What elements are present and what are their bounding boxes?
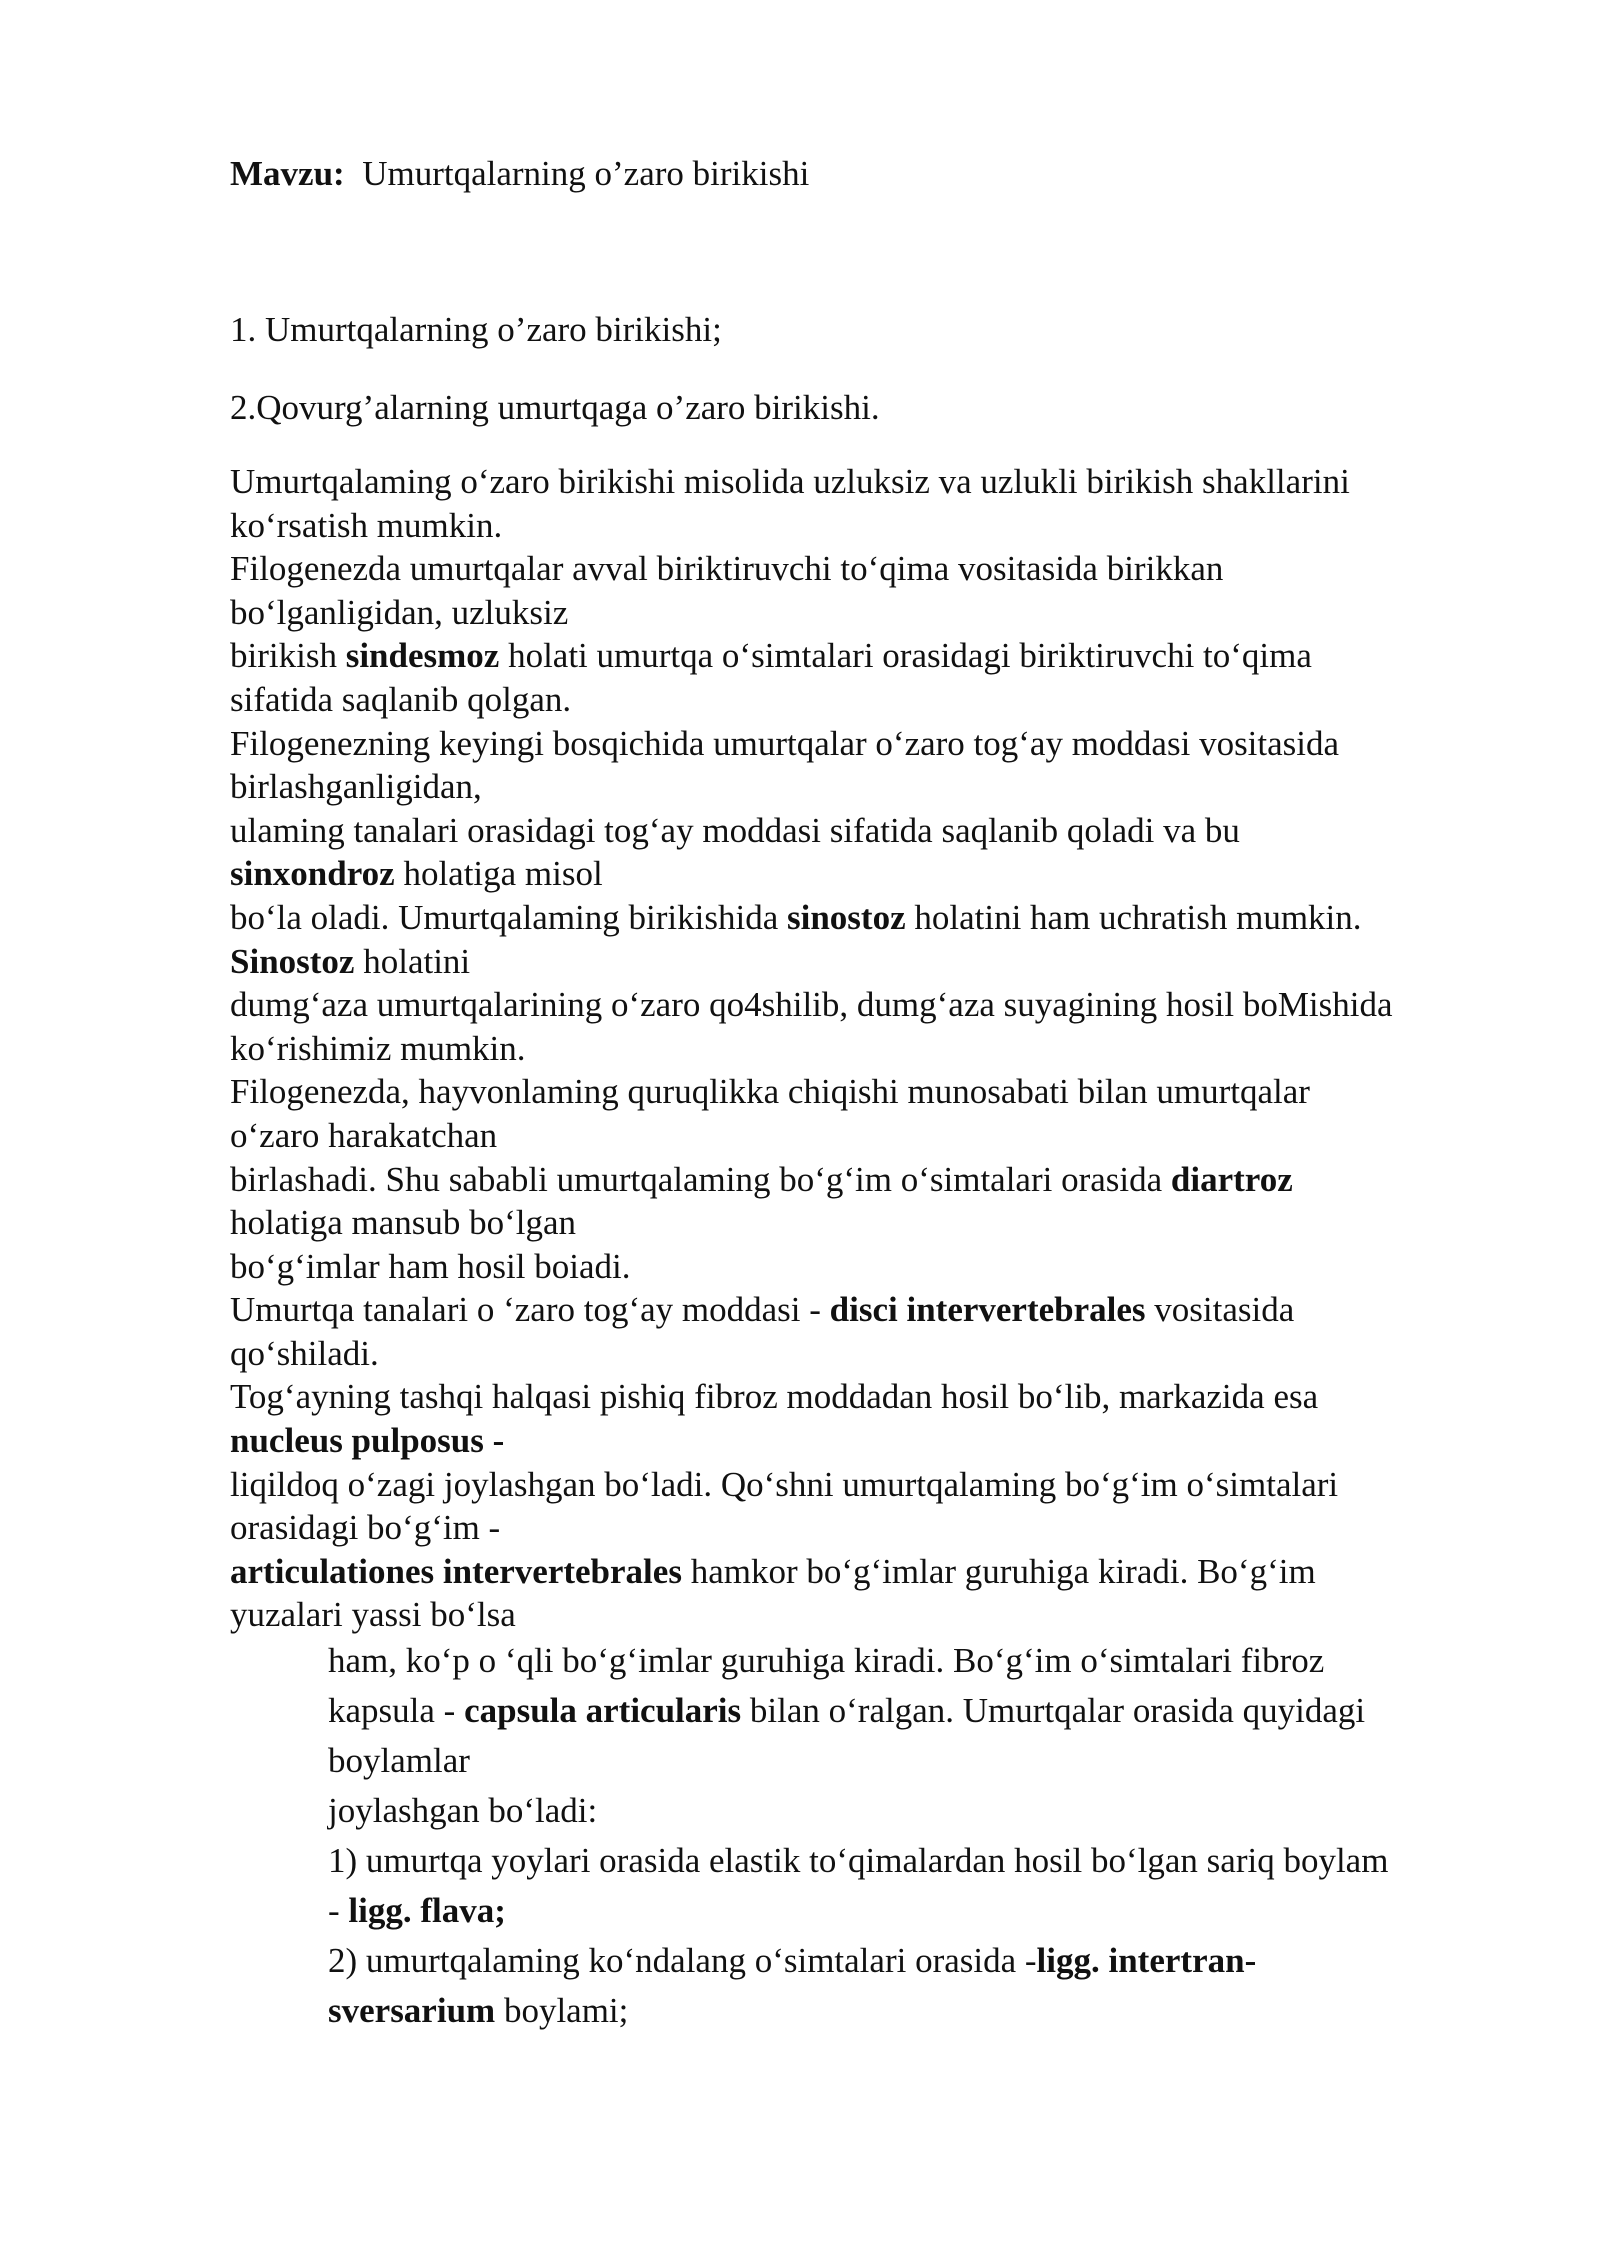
term-ligg-intertransversarium: sversarium xyxy=(328,1991,496,2030)
text-line: yuzalari yassi bo‘lsa xyxy=(230,1595,516,1635)
text-line xyxy=(328,1686,1568,1736)
text-line: holatiga mansub bo‘lgan xyxy=(230,1203,577,1243)
text-line: o‘zaro harakatchan xyxy=(230,1115,498,1155)
text-run: birlashadi. Shu sababli umurtqalaming bo‘g‘im o‘simtalari orasida xyxy=(230,1159,1171,1199)
term-sinostoz: Sinostoz xyxy=(230,941,355,981)
text-line: Tog‘ayning tashqi halqasi pishiq fibroz moddadan hosil bo‘lib, markazida esa xyxy=(230,1377,1319,1417)
text-run: kapsula - xyxy=(328,1691,465,1730)
text-line: dumg‘aza umurtqalarining o‘zaro qo4shilib, dumg‘aza suyagining hosil boMishida xyxy=(230,985,1393,1025)
text-line xyxy=(230,1419,1550,1463)
term-diartroz: diartroz xyxy=(1170,1159,1293,1199)
text-line: boylamlar xyxy=(328,1741,470,1780)
text-line: sifatida saqlanib qolgan. xyxy=(230,679,572,719)
text-line xyxy=(328,1886,1568,1936)
title-label: Mavzu: xyxy=(230,154,345,193)
text-line xyxy=(230,1158,1550,1202)
text-line xyxy=(328,1986,1568,2036)
text-run: holati umurtqa o‘simtalari orasidagi biriktiruvchi to‘qima xyxy=(499,636,1312,676)
text-line xyxy=(230,1550,1550,1594)
text-line: 1) umurtqa yoylari orasida elastik to‘qimalardan hosil bo‘lgan sariq boylam xyxy=(328,1841,1389,1880)
text-line: ulaming tanalari orasidagi tog‘ay moddasi sifatida saqlanib qoladi va bu xyxy=(230,810,1240,850)
term-ligg-intertransversarium: ligg. intertran- xyxy=(1036,1941,1257,1980)
list-item: 1. Umurtqalarning o’zaro birikishi; xyxy=(230,310,722,349)
term-articulationes-intervertebrales: articulationes intervertebrales xyxy=(230,1551,682,1591)
term-nucleus-pulposus: nucleus pulposus - xyxy=(230,1421,505,1461)
text-line xyxy=(230,896,1550,940)
title-text: Umurtqalarning o’zaro birikishi xyxy=(362,154,810,193)
text-line: ko‘rsatish mumkin. xyxy=(230,505,503,545)
text-run: bilan o‘ralgan. Umurtqalar orasida quyidagi xyxy=(741,1691,1366,1730)
text-run: Umurtqa tanalari o ‘zaro tog‘ay moddasi - xyxy=(230,1290,830,1330)
text-line xyxy=(230,1288,1550,1332)
page-title xyxy=(230,152,809,196)
text-run: holatini xyxy=(354,941,471,981)
text-run: holatiga misol xyxy=(394,854,603,894)
text-run: birikish xyxy=(230,636,346,676)
list-item: 2.Qovurg’alarning umurtqaga o’zaro birikishi. xyxy=(230,388,880,427)
text-run: hamkor bo‘g‘imlar guruhiga kiradi. Bo‘g‘im xyxy=(681,1551,1316,1591)
body-text xyxy=(230,460,1550,1637)
text-line: qo‘shiladi. xyxy=(230,1333,379,1373)
term-sindesmoz: sindesmoz xyxy=(345,636,500,676)
text-line xyxy=(230,634,1550,678)
text-line xyxy=(230,940,1550,984)
text-line: Filogenezda umurtqalar avval biriktiruvchi to‘qima vositasida birikkan xyxy=(230,549,1224,589)
text-run: 2) umurtqalaming ko‘ndalang o‘simtalari orasida - xyxy=(328,1941,1037,1980)
text-run: holatini ham uchratish mumkin. xyxy=(905,897,1362,937)
text-line: bo‘lganligidan, uzluksiz xyxy=(230,592,569,632)
text-run: bo‘la oladi. Umurtqalaming birikishida xyxy=(230,897,787,937)
indented-text xyxy=(328,1636,1568,2036)
text-line: joylashgan bo‘ladi: xyxy=(328,1791,598,1830)
text-line: birlashganligidan, xyxy=(230,767,482,807)
text-line: Filogenezda, hayvonlaming quruqlikka chiqishi munosabati bilan umurtqalar xyxy=(230,1072,1310,1112)
text-line: liqildoq o‘zagi joylashgan bo‘ladi. Qo‘shni umurtqalaming bo‘g‘im o‘simtalari xyxy=(230,1464,1339,1504)
term-disci-intervertebrales: disci intervertebrales xyxy=(829,1290,1146,1330)
text-line: ham, ko‘p o ‘qli bo‘g‘imlar guruhiga kiradi. Bo‘g‘im o‘simtalari fibroz xyxy=(328,1641,1325,1680)
text-line: bo‘g‘imlar ham hosil boiadi. xyxy=(230,1246,631,1286)
text-run: - xyxy=(328,1891,349,1930)
text-line xyxy=(230,852,1550,896)
term-sinxondroz: sinxondroz xyxy=(230,854,395,894)
text-line: Umurtqalaming o‘zaro birikishi misolida uzluksiz va uzlukli birikish shakllarini xyxy=(230,462,1350,501)
term-ligg-flava: ligg. flava; xyxy=(348,1891,506,1930)
text-line: ko‘rishimiz mumkin. xyxy=(230,1028,526,1068)
term-capsula-articularis: capsula articularis xyxy=(464,1691,742,1730)
term-sinostoz: sinostoz xyxy=(786,897,906,937)
text-line xyxy=(328,1936,1568,1986)
text-line: orasidagi bo‘g‘im - xyxy=(230,1508,501,1548)
text-run: vositasida xyxy=(1145,1290,1295,1330)
text-run: boylami; xyxy=(495,1991,629,2030)
text-line: Filogenezning keyingi bosqichida umurtqalar o‘zaro tog‘ay moddasi vositasida xyxy=(230,723,1340,763)
